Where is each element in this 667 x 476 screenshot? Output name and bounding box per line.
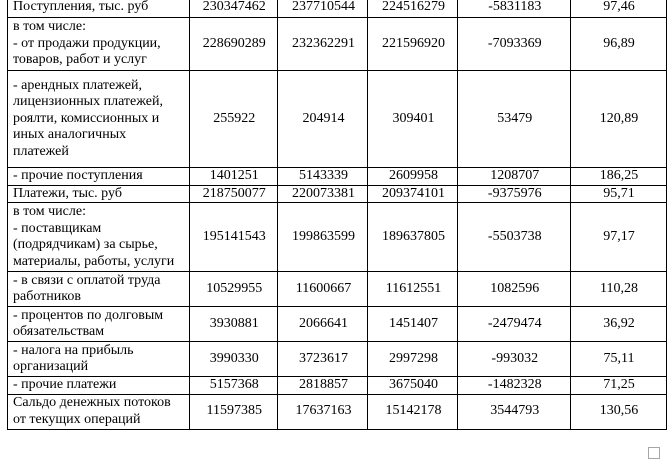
percent-cell: 186,25 xyxy=(571,168,667,186)
value-cell: 309401 xyxy=(368,71,458,168)
table-row-payments-total xyxy=(8,185,667,203)
row-label: Платежи, тыс. руб xyxy=(8,185,190,203)
value-cell: 189637805 xyxy=(368,203,458,272)
value-cell: 232362291 xyxy=(278,18,368,71)
percent-cell: 130,56 xyxy=(571,394,667,429)
percent-cell: 36,92 xyxy=(571,307,667,342)
percent-cell: 120,89 xyxy=(571,71,667,168)
change-cell: -5831183 xyxy=(458,0,571,18)
change-cell: -5503738 xyxy=(458,203,571,272)
value-cell: 199863599 xyxy=(278,203,368,272)
row-label: Сальдо денежных потоков от текущих операций xyxy=(8,394,190,429)
value-cell: 224516279 xyxy=(368,0,458,18)
change-cell: 1208707 xyxy=(458,168,571,186)
percent-cell: 97,17 xyxy=(571,203,667,272)
table-row-interest-payments xyxy=(8,307,667,342)
value-cell: 11597385 xyxy=(190,394,278,429)
value-cell: 204914 xyxy=(278,71,368,168)
value-cell: 3930881 xyxy=(190,307,278,342)
value-cell: 1451407 xyxy=(368,307,458,342)
row-label: в том числе: - поставщикам (подрядчикам) за сырье, материалы, работы, услуги xyxy=(8,203,190,272)
percent-cell: 96,89 xyxy=(571,18,667,71)
value-cell: 3723617 xyxy=(278,342,368,377)
percent-cell: 75,11 xyxy=(571,342,667,377)
table-row-labor-payments xyxy=(8,272,667,307)
table-end-marker[interactable] xyxy=(648,447,660,459)
row-label: - прочие поступления xyxy=(8,168,190,186)
value-cell: 220073381 xyxy=(278,185,368,203)
table-row-receipts-total xyxy=(8,0,667,18)
value-cell: 1401251 xyxy=(190,168,278,186)
percent-cell: 71,25 xyxy=(571,377,667,395)
table-row-other-payments xyxy=(8,377,667,395)
cash-flow-table xyxy=(7,0,667,430)
row-label: - в связи с оплатой труда работников xyxy=(8,272,190,307)
value-cell: 209374101 xyxy=(368,185,458,203)
value-cell: 17637163 xyxy=(278,394,368,429)
value-cell: 2609958 xyxy=(368,168,458,186)
change-cell: -993032 xyxy=(458,342,571,377)
value-cell: 195141543 xyxy=(190,203,278,272)
table-row-net-cash-flow xyxy=(8,394,667,429)
percent-cell: 95,71 xyxy=(571,185,667,203)
value-cell: 11612551 xyxy=(368,272,458,307)
change-cell: -7093369 xyxy=(458,18,571,71)
table-row-supplier-payments xyxy=(8,203,667,272)
value-cell: 3990330 xyxy=(190,342,278,377)
value-cell: 228690289 xyxy=(190,18,278,71)
value-cell: 218750077 xyxy=(190,185,278,203)
value-cell: 3675040 xyxy=(368,377,458,395)
row-label: - прочие платежи xyxy=(8,377,190,395)
percent-cell: 97,46 xyxy=(571,0,667,18)
change-cell: -1482328 xyxy=(458,377,571,395)
value-cell: 15142178 xyxy=(368,394,458,429)
change-cell: 3544793 xyxy=(458,394,571,429)
percent-cell: 110,28 xyxy=(571,272,667,307)
value-cell: 221596920 xyxy=(368,18,458,71)
row-label: - налога на прибыль организаций xyxy=(8,342,190,377)
value-cell: 5157368 xyxy=(190,377,278,395)
value-cell: 255922 xyxy=(190,71,278,168)
value-cell: 11600667 xyxy=(278,272,368,307)
row-label: Поступления, тыс. руб xyxy=(8,0,190,18)
value-cell: 10529955 xyxy=(190,272,278,307)
change-cell: -9375976 xyxy=(458,185,571,203)
value-cell: 230347462 xyxy=(190,0,278,18)
row-label: - процентов по долговым обязательствам xyxy=(8,307,190,342)
value-cell: 5143339 xyxy=(278,168,368,186)
table-row-rental-receipts xyxy=(8,71,667,168)
change-cell: 1082596 xyxy=(458,272,571,307)
value-cell: 2818857 xyxy=(278,377,368,395)
value-cell: 2066641 xyxy=(278,307,368,342)
value-cell: 237710544 xyxy=(278,0,368,18)
table-row-income-tax-payments xyxy=(8,342,667,377)
table-row-sales-receipts xyxy=(8,18,667,71)
table-row-other-receipts xyxy=(8,168,667,186)
change-cell: 53479 xyxy=(458,71,571,168)
change-cell: -2479474 xyxy=(458,307,571,342)
value-cell: 2997298 xyxy=(368,342,458,377)
row-label: в том числе: - от продажи продукции, товаров, работ и услуг xyxy=(8,18,190,71)
row-label: - арендных платежей, лицензионных платежей, роялти, комиссионных и иных аналогичных платежей xyxy=(8,71,190,168)
